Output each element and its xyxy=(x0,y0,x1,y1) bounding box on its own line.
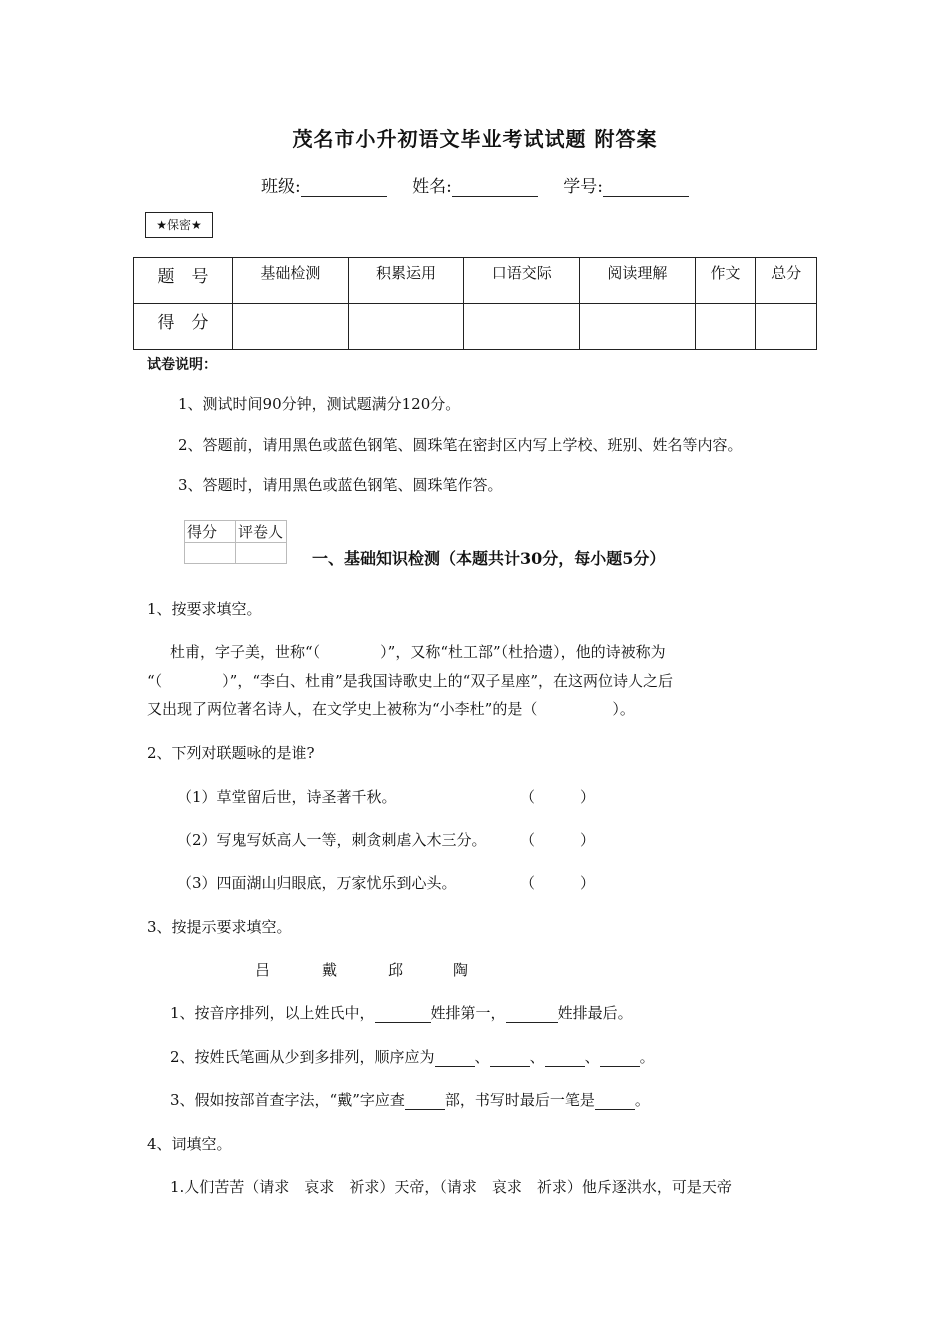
q2-item-text: （3）四面湖山归眼底，万家忧乐到心头。 xyxy=(177,874,457,892)
separator: 、 xyxy=(474,1048,490,1066)
score-cell[interactable] xyxy=(348,304,464,350)
instruction-item: 2、答题前，请用黑色或蓝色钢笔、圆珠笔在密封区内写上学校、班别、姓名等内容。 xyxy=(178,436,743,454)
q3-item-1 xyxy=(170,1002,633,1023)
score-cell[interactable] xyxy=(695,304,756,350)
name-blank[interactable] xyxy=(452,178,538,197)
instruction-item: 1、测试时间90分钟，测试题满分120分。 xyxy=(178,395,461,413)
score-table-header-label: 题 号 xyxy=(134,258,233,304)
separator: 、 xyxy=(584,1048,600,1066)
score-table xyxy=(133,257,817,350)
surname: 吕 xyxy=(255,961,271,979)
q1-prompt: 1、按要求填空。 xyxy=(147,600,262,618)
q2-item-paren[interactable]: （ ） xyxy=(520,831,596,849)
fill-blank[interactable] xyxy=(490,1050,530,1067)
q3-item-2 xyxy=(170,1046,655,1067)
q2-item-paren[interactable]: （ ） xyxy=(520,788,596,806)
class-blank[interactable] xyxy=(301,178,387,197)
score-table-col: 基础检测 xyxy=(233,258,349,304)
score-cell[interactable] xyxy=(233,304,349,350)
fill-blank[interactable] xyxy=(405,1093,445,1110)
q2-item-paren[interactable]: （ ） xyxy=(520,874,596,892)
q1-text-line: “（ ）”，“李白、杜甫”是我国诗歌史上的“双子星座”，在这两位诗人之后 xyxy=(147,672,674,690)
q3-item-1-text: 姓排最后。 xyxy=(557,1004,633,1022)
score-table-col: 阅读理解 xyxy=(580,258,696,304)
q3-prompt: 3、按提示要求填空。 xyxy=(147,918,292,936)
score-table-col: 总分 xyxy=(756,258,817,304)
q2-item-text: （1）草堂留后世，诗圣著千秋。 xyxy=(177,788,397,806)
student-info-line xyxy=(0,172,950,197)
score-table-col: 作文 xyxy=(695,258,756,304)
score-table-score-label: 得 分 xyxy=(134,304,233,350)
instruction-item: 3、答题时，请用黑色或蓝色钢笔、圆珠笔作答。 xyxy=(178,476,503,494)
fill-blank[interactable] xyxy=(506,1006,558,1023)
surname: 邱 xyxy=(388,961,404,979)
instructions-title: 试卷说明： xyxy=(147,357,217,373)
fill-blank[interactable] xyxy=(435,1050,475,1067)
score-table-header-row xyxy=(134,258,817,304)
score-table-col: 积累运用 xyxy=(348,258,464,304)
fill-blank[interactable] xyxy=(545,1050,585,1067)
grader-box xyxy=(184,520,287,564)
q3-item-1-text: 姓排第一， xyxy=(430,1004,506,1022)
grader-name-label: 评卷人 xyxy=(236,521,287,543)
id-blank[interactable] xyxy=(603,178,689,197)
score-table-score-row xyxy=(134,304,817,350)
surname: 陶 xyxy=(453,961,469,979)
score-table-col: 口语交际 xyxy=(464,258,580,304)
q3-item-1-text: 1、按音序排列，以上姓氏中， xyxy=(170,1004,375,1022)
q4-prompt: 4、词填空。 xyxy=(147,1135,232,1153)
q2-prompt: 2、下列对联题咏的是谁? xyxy=(147,744,315,762)
q3-item-2-text: 2、按姓氏笔画从少到多排列，顺序应为 xyxy=(170,1048,435,1066)
q1-text-line: 又出现了两位著名诗人，在文学史上被称为“小李杜”的是（ ）。 xyxy=(147,700,635,718)
score-cell[interactable] xyxy=(464,304,580,350)
page-title: 茂名市小升初语文毕业考试试题 附答案 xyxy=(292,127,658,151)
name-label: 姓名: xyxy=(412,177,452,197)
q4-text-line: 1.人们苦苦（请求 哀求 祈求）天帝，（请求 哀求 祈求）他斥逐洪水，可是天帝 xyxy=(170,1178,732,1196)
section-title: 一、基础知识检测（本题共计30分，每小题5分） xyxy=(312,549,666,568)
fill-blank[interactable] xyxy=(375,1006,431,1023)
grader-score-cell[interactable] xyxy=(185,543,236,564)
separator: 。 xyxy=(639,1048,655,1066)
score-cell[interactable] xyxy=(756,304,817,350)
grader-score-label: 得分 xyxy=(185,521,236,543)
fill-blank[interactable] xyxy=(600,1050,640,1067)
q3-item-3 xyxy=(170,1089,650,1110)
q3-item-3-text: 。 xyxy=(634,1091,650,1109)
class-label: 班级: xyxy=(260,177,301,197)
secret-badge: ★保密★ xyxy=(145,212,213,238)
id-label: 学号: xyxy=(563,177,603,197)
q3-item-3-text: 3、假如按部首查字法，“戴”字应查 xyxy=(170,1091,405,1109)
surname: 戴 xyxy=(322,961,338,979)
q2-item-text: （2）写鬼写妖高人一等，刺贪刺虐入木三分。 xyxy=(177,831,487,849)
fill-blank[interactable] xyxy=(595,1093,635,1110)
grader-name-cell[interactable] xyxy=(236,543,287,564)
q3-item-3-text: 部，书写时最后一笔是 xyxy=(444,1091,595,1109)
q1-text-line: 杜甫，字子美，世称“（ ）”，又称“杜工部”（杜拾遗），他的诗被称为 xyxy=(170,643,666,661)
separator: 、 xyxy=(529,1048,545,1066)
score-cell[interactable] xyxy=(580,304,696,350)
